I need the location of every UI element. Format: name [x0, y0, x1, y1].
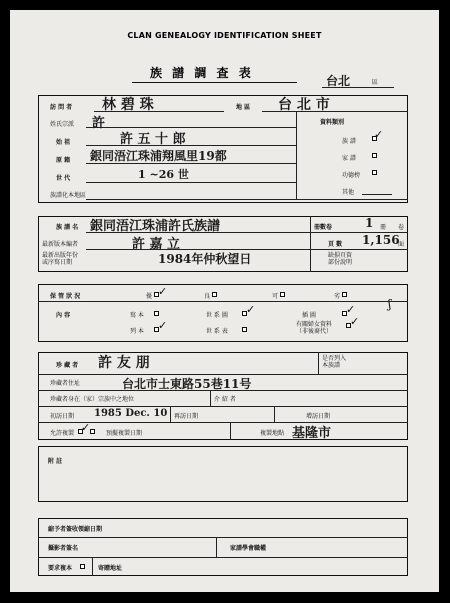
category-gongde: 功德榜: [342, 172, 361, 179]
content-lineage-chart: 世 系 圖: [206, 312, 228, 319]
category-zupu: 族 譜: [342, 138, 356, 145]
content-manuscript-checkbox[interactable]: [154, 311, 159, 316]
category-label: 資料類別: [320, 119, 345, 126]
notes-label: 附 註: [48, 458, 63, 465]
generation-value: 1 ~26 世: [138, 168, 189, 181]
first-visit-label: 初訪日期: [50, 413, 75, 420]
content-women-info: 有關婦女資料 （非後裔代）: [296, 321, 333, 335]
volumes-unit2: 卷: [398, 224, 405, 231]
check-mark-icon: ✓: [346, 303, 356, 316]
pages-label: 頁 數: [328, 241, 343, 248]
copy-denied-checkbox[interactable]: [90, 429, 95, 434]
editor-value: 許 嘉 立: [132, 237, 181, 252]
content-label: 內 容: [56, 312, 71, 319]
request-copy-checkbox[interactable]: [80, 564, 85, 569]
photographer-label: 攝影者簽名: [48, 545, 79, 552]
holder-label: 珍 藏 者: [56, 362, 79, 369]
holder-role-label: 珍藏者身在（家）宗族中之地位: [50, 396, 135, 403]
condition-good: 良: [204, 293, 211, 300]
date-label: 最新出版年份 或序寫日期: [42, 252, 79, 266]
address-label: 珍藏者住址: [50, 380, 81, 387]
category-other: 其他: [342, 189, 355, 196]
area-value: 台 北 市: [278, 97, 330, 113]
holder-value: 許 友 朋: [98, 355, 150, 371]
copy-place-label: 複製地點: [260, 430, 285, 437]
volumes-label: 冊數卷: [314, 224, 333, 231]
genealogy-name-value: 銀同浯江珠浦許氏族譜: [90, 219, 221, 234]
society-role-label: 家譜學會職權: [230, 545, 267, 552]
third-visit-label: 增訪日期: [306, 413, 331, 420]
region-label: 區: [372, 79, 379, 86]
visitor-label: 訪 問 者: [50, 104, 73, 111]
condition-label: 保 管 狀 況: [50, 293, 81, 300]
request-copy-label: 要求複本: [48, 565, 73, 572]
surname-label: 姓氏宗派: [50, 121, 75, 128]
volumes-unit: 冊: [380, 224, 387, 231]
condition-excellent: 優: [146, 293, 153, 300]
condition-fair: 可: [272, 293, 279, 300]
check-mark-icon: ✓: [158, 319, 168, 332]
content-illustrations: 插 圖: [302, 312, 316, 319]
ancestor-value: 許 五 十 郎: [120, 132, 186, 147]
sheet-title-en: CLAN GENEALOGY IDENTIFICATION SHEET: [127, 31, 322, 40]
missing-label: 缺損頁資 部份說明: [328, 252, 353, 266]
check-mark-icon: ✓: [246, 303, 256, 316]
mailing-address-label: 寄贈地址: [98, 565, 123, 572]
origin-label: 原 籍: [56, 157, 71, 164]
surname-value: 許: [92, 116, 106, 131]
scribble-mark: ʃ: [388, 297, 392, 311]
section-notes: [38, 446, 408, 502]
pages-value: 1,156: [362, 233, 400, 247]
seat-label: 族譜化本地區: [50, 192, 87, 199]
copy-include-label: 是否列入 本族譜: [322, 355, 347, 369]
area-label: 地 區: [236, 104, 251, 111]
revisit-label: 再訪日期: [174, 413, 199, 420]
volumes-value: 1: [365, 216, 374, 230]
check-mark-icon: ✓: [350, 315, 360, 328]
content-lineage-table: 世 系 表: [206, 328, 228, 335]
category-jiapu-checkbox[interactable]: [372, 153, 377, 158]
genealogy-name-label: 族 譜 名: [56, 224, 79, 231]
first-visit-value: 1985 Dec. 10: [94, 408, 168, 419]
return-date-label: 縮予者簽收領縮日期: [48, 526, 103, 533]
condition-good-checkbox[interactable]: [212, 292, 217, 297]
visitor-value: 林 碧 珠: [102, 97, 154, 113]
region-handwritten: 台北: [326, 74, 351, 88]
condition-poor-checkbox[interactable]: [342, 292, 347, 297]
category-jiapu: 家 譜: [342, 155, 356, 162]
introducer-label: 介 紹 者: [214, 396, 236, 403]
address-value: 台北市士東路55巷11号: [122, 377, 252, 391]
scheduled-label: 預擬複製日期: [106, 430, 143, 437]
category-gongde-checkbox[interactable]: [372, 170, 377, 175]
content-lineage-table-checkbox[interactable]: [242, 327, 247, 332]
content-manuscript: 寫 本: [130, 312, 144, 319]
condition-fair-checkbox[interactable]: [280, 292, 285, 297]
check-mark-icon: ✓: [158, 285, 168, 298]
check-mark-icon: ✓: [374, 128, 384, 141]
content-printed: 列 本: [130, 328, 144, 335]
date-value: 1984年仲秋望日: [158, 252, 252, 266]
copy-place-value: 基隆市: [292, 426, 332, 441]
editor-label: 最新版本編者: [42, 241, 79, 248]
check-mark-icon: ✓: [81, 421, 91, 434]
generation-label: 世 代: [56, 175, 71, 182]
ancestor-label: 始 祖: [56, 139, 71, 146]
copy-allowed-label: 允許複製: [50, 430, 75, 437]
sheet-title-zh: 族 譜 調 查 表: [150, 66, 254, 80]
genealogy-sheet: [10, 10, 439, 592]
origin-value: 銀同浯江珠浦翔風里19都: [90, 149, 227, 163]
condition-poor: 劣: [334, 293, 341, 300]
pages-unit: 面: [398, 241, 405, 248]
